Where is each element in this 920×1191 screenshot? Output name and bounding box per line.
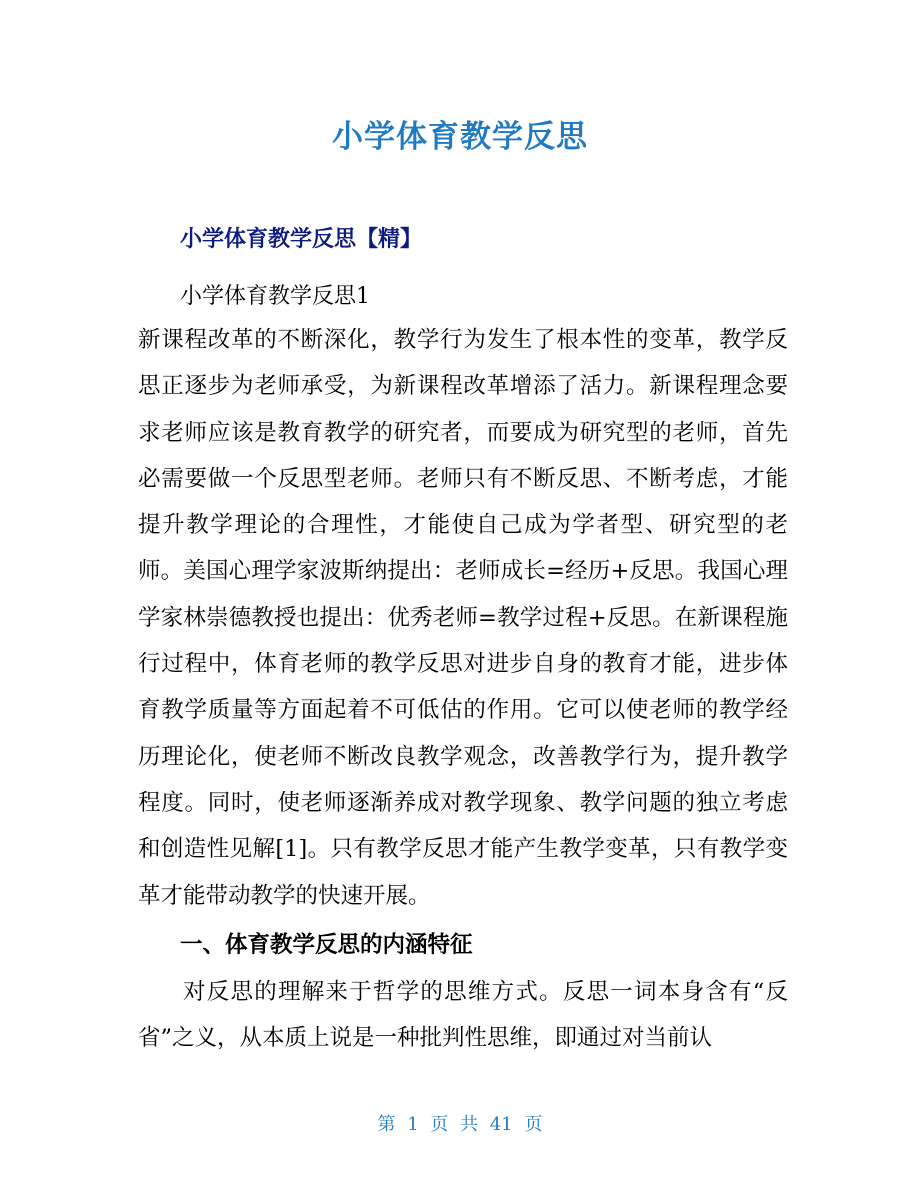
section-heading-1: 一、体育教学反思的内涵特征 [180,932,473,958]
body-paragraph-1: 新课程改革的不断深化，教学行为发生了根本性的变革，教学反思正逐步为老师承受，为新课程改革增添了活力。新课程理念要求老师应该是教育教学的研究者，而要成为研究型的老师，首先必需要做一个反思型老师。老师只有不断反思、不断考虑，才能提升教学理论的合理性，才能使自己成为学者型、研究型的老师。美国心理学家波斯纳提出：老师成长=经历+反思。我国心理学家林崇德教授也提出：优秀老师=教学过程+反思。在新课程施行过程中，体育老师的教学反思对进步自身的教育才能，进步体育教学质量等方面起着不可低估的作用。它可以使老师的教学经历理论化，使老师不断改良教学观念，改善教学行为，提升教学程度。同时，使老师逐渐养成对教学现象、教学问题的独立考虑和创造性见解[1]。只有教学反思才能产生教学变革，只有教学变革才能带动教学的快速开展。 [138,327,788,909]
document-subtitle: 小学体育教学反思【精】 [180,227,423,252]
page-footer: 第 1 页 共 41 页 [377,1114,543,1135]
section-label: 小学体育教学反思1 [180,284,370,309]
document-title: 小学体育教学反思 [332,119,588,155]
body-paragraph-2: 对反思的理解来于哲学的思维方式。反思一词本身含有“反省”之义，从本质上说是一种批判性思维，即通过对当前认 [138,979,788,1052]
